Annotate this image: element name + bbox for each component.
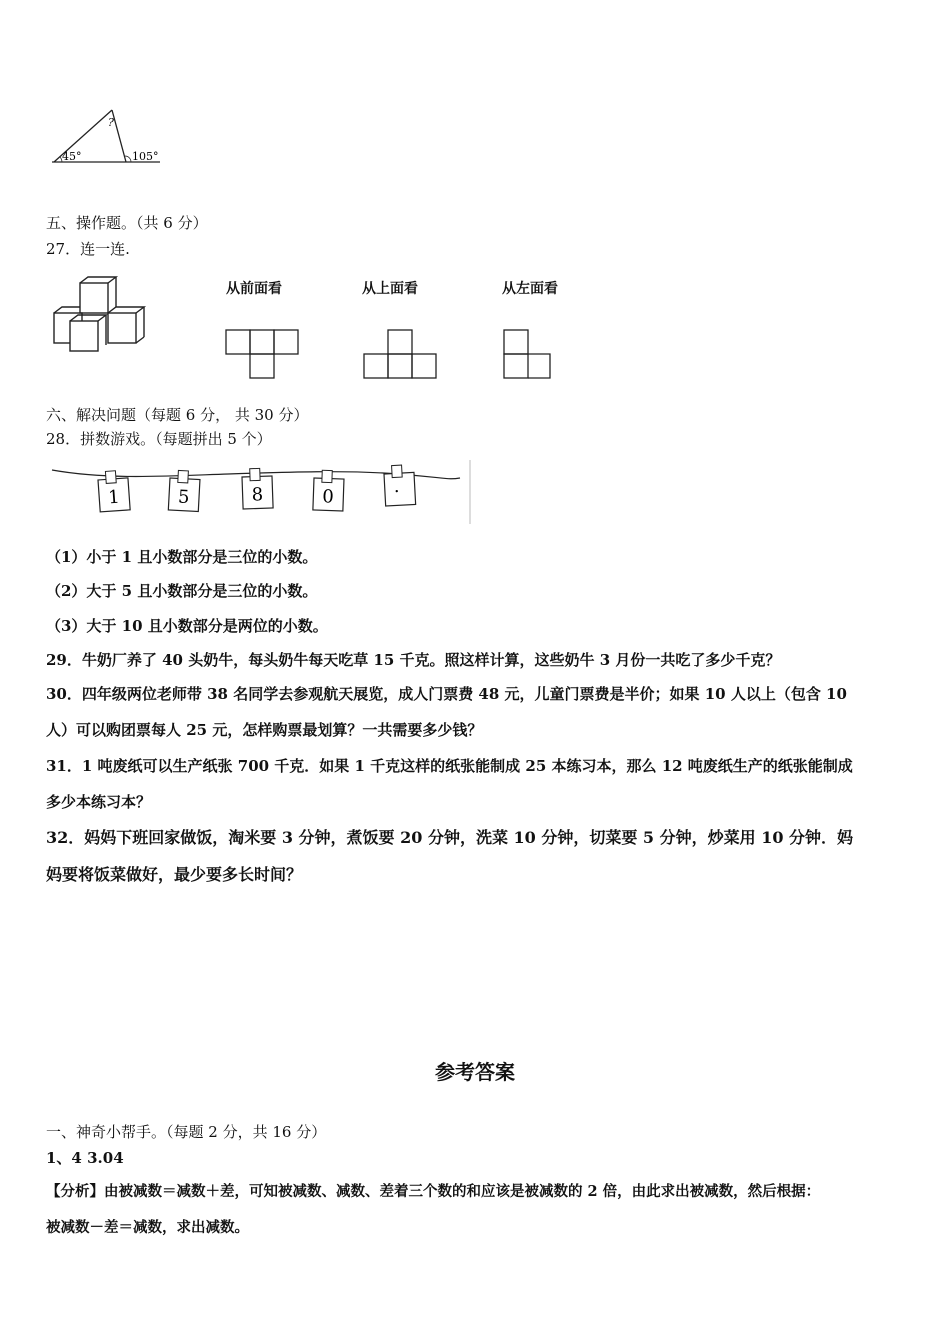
analysis-line2: 被减数－差＝减数，求出减数。 bbox=[46, 1219, 249, 1236]
q28-part2: （2）大于 5 且小数部分是三位的小数。 bbox=[46, 582, 318, 600]
q31-text-line1: 31．1 吨废纸可以生产纸张 700 千克．如果 1 千克这样的纸张能制成 25 本练习本，那么 12 吨废纸生产的纸张能制成 bbox=[46, 757, 853, 775]
card-digit: · bbox=[393, 481, 401, 503]
q27-text: 27．连一连. bbox=[46, 240, 130, 258]
q28-part1: （1）小于 1 且小数部分是三位的小数。 bbox=[46, 548, 318, 566]
front-view-label: 从前面看 bbox=[226, 281, 282, 297]
number-card bbox=[313, 470, 344, 511]
card-digit: 8 bbox=[251, 484, 264, 506]
cube-stack-figure bbox=[50, 275, 150, 355]
q28-text: 28．拼数游戏。（每题拼出 5 个） bbox=[46, 430, 272, 448]
analysis-line1 bbox=[46, 1180, 820, 1201]
left-view-label: 从左面看 bbox=[502, 281, 558, 297]
q28-part3: （3）大于 10 且小数部分是两位的小数。 bbox=[46, 617, 328, 635]
answers-sec1-heading: 一、神奇小帮手。（每题 2 分，共 16 分） bbox=[46, 1123, 327, 1141]
front-view-diagram bbox=[224, 328, 304, 380]
analysis-text: 由被减数＝减数＋差，可知被减数、减数、差着三个数的和应该是被减数的 2 倍，由此求出被减数，然后根据： bbox=[104, 1183, 821, 1200]
number-cards-figure bbox=[48, 458, 474, 526]
q30-text-line2: 人）可以购团票每人 25 元，怎样购票最划算？一共需要多少钱？ bbox=[46, 721, 483, 739]
angle-105-label: 105° bbox=[132, 150, 159, 163]
section6-heading: 六、解决问题（每题 6 分， 共 30 分） bbox=[46, 406, 309, 424]
top-view-label: 从上面看 bbox=[362, 281, 418, 297]
angle-unknown-label: ? bbox=[108, 116, 114, 129]
section5-heading: 五、操作题。（共 6 分） bbox=[46, 214, 208, 232]
number-card bbox=[242, 468, 273, 509]
q30-text-line1: 30．四年级两位老师带 38 名同学去参观航天展览，成人门票费 48 元，儿童门票费是半价；如果 10 人以上（包含 10 bbox=[46, 685, 847, 703]
number-card bbox=[384, 464, 416, 506]
analysis-tag: 【分析】 bbox=[46, 1183, 104, 1200]
left-view-diagram bbox=[502, 328, 558, 380]
q31-text-line2: 多少本练习本？ bbox=[46, 793, 152, 811]
card-digit: 0 bbox=[321, 486, 335, 508]
angle-45-label: 45° bbox=[62, 150, 82, 163]
q32-text-line2: 妈要将饭菜做好，最少要多长时间？ bbox=[46, 865, 303, 884]
card-digit: 5 bbox=[177, 486, 191, 509]
q29-text: 29．牛奶厂养了 40 头奶牛，每头奶牛每天吃草 15 千克。照这样计算，这些奶牛 3 月份一共吃了多少千克？ bbox=[46, 651, 781, 669]
q32-text-line1: 32．妈妈下班回家做饭，淘米要 3 分钟，煮饭要 20 分钟，洗菜 10 分钟，切菜要 5 分钟，炒菜用 10 分钟．妈 bbox=[46, 828, 854, 847]
answer-1: 1、4 3.04 bbox=[46, 1149, 124, 1167]
answer-key-title: 参考答案 bbox=[435, 1060, 515, 1084]
triangle-figure bbox=[48, 104, 168, 168]
card-digit: 1 bbox=[107, 486, 121, 509]
top-view-diagram bbox=[362, 328, 442, 380]
